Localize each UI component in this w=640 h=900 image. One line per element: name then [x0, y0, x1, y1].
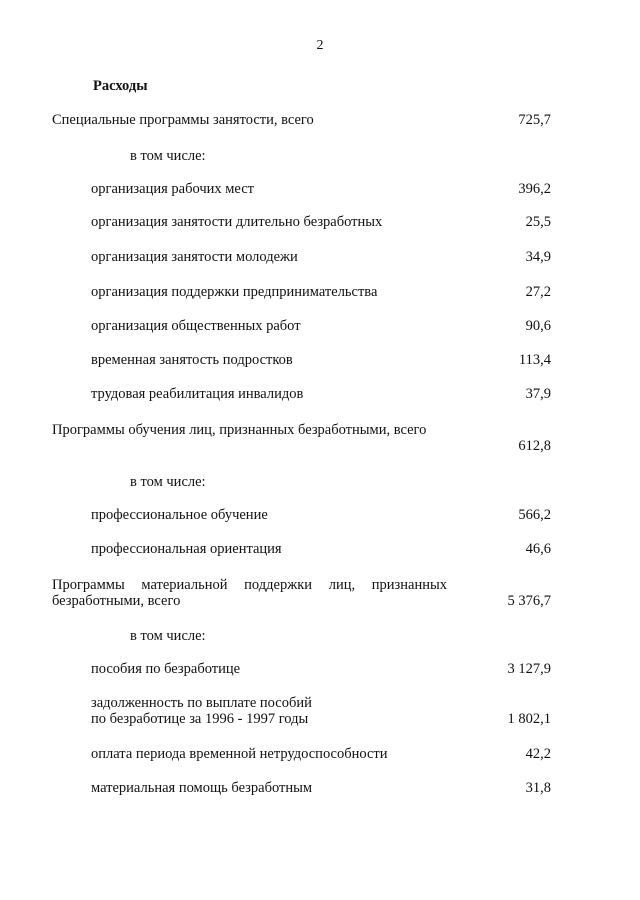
row-value: 90,6	[525, 318, 551, 334]
row-value: 5 376,7	[507, 593, 551, 609]
row-label: организация поддержки предпринимательства	[91, 284, 378, 300]
row-value: 42,2	[525, 746, 551, 762]
row-label: Программы обучения лиц, признанных безработными, всего	[52, 422, 427, 438]
row-label: профессиональная ориентация	[91, 541, 282, 557]
row-label: организация общественных работ	[91, 318, 301, 334]
row-value: 34,9	[525, 249, 551, 265]
row-value: 113,4	[518, 352, 551, 368]
row-label: профессиональное обучение	[91, 507, 268, 523]
row-value: 27,2	[525, 284, 551, 300]
row-label: организация занятости молодежи	[91, 249, 298, 265]
row-label: трудовая реабилитация инвалидов	[91, 386, 304, 402]
row-label: оплата периода временной нетрудоспособности	[91, 746, 388, 762]
row-label-line2: по безработице за 1996 - 1997 годы	[91, 711, 309, 727]
row-value: 25,5	[525, 214, 551, 230]
row-label: организация занятости длительно безработных	[91, 214, 383, 230]
row-value: 31,8	[525, 780, 551, 796]
row-value: 46,6	[525, 541, 551, 557]
row-value: 396,2	[518, 181, 551, 197]
row-value: 37,9	[525, 386, 551, 402]
row-label: в том числе:	[130, 474, 206, 490]
row-label: Специальные программы занятости, всего	[52, 112, 314, 128]
row-label: материальная помощь безработным	[91, 780, 313, 796]
page-number: 2	[316, 38, 324, 53]
row-label: пособия по безработице	[91, 661, 241, 677]
section-title: Расходы	[93, 78, 148, 94]
row-value: 3 127,9	[507, 661, 551, 677]
row-label: временная занятость подростков	[91, 352, 293, 368]
row-value: 566,2	[518, 507, 551, 523]
row-value: 725,7	[518, 112, 551, 128]
row-label: в том числе:	[130, 628, 206, 644]
row-label: в том числе:	[130, 148, 206, 164]
row-value: 612,8	[518, 438, 551, 454]
row-value: 1 802,1	[507, 711, 551, 727]
row-label-line1: задолженность по выплате пособий	[91, 695, 312, 711]
row-label: Программы материальной поддержки лиц, признанных безработными, всего	[52, 577, 447, 609]
row-label: организация рабочих мест	[91, 181, 254, 197]
